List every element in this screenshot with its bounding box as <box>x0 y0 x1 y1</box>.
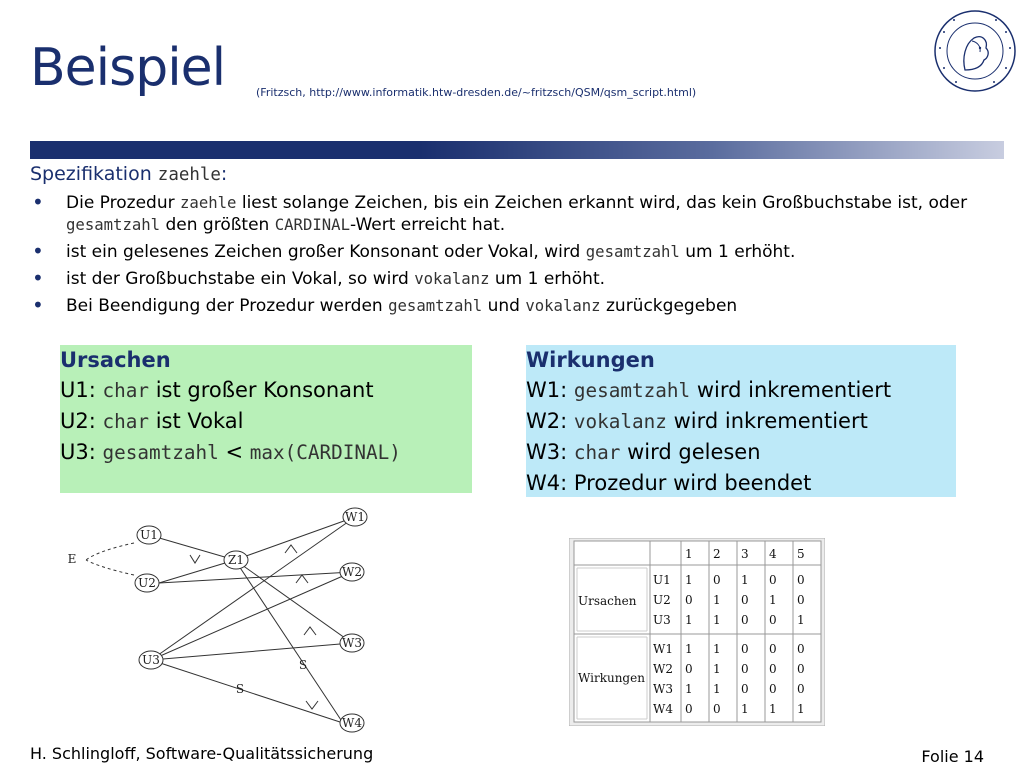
node-label: W1 <box>345 510 365 524</box>
group-label-effects: Wirkungen <box>578 671 645 685</box>
spec-code: zaehle <box>157 165 221 185</box>
table-cell: 0 <box>797 642 805 656</box>
column-header: 1 <box>685 547 693 561</box>
column-header: 5 <box>797 547 805 561</box>
spec-colon: : <box>220 163 228 185</box>
edge-u3-w3 <box>151 643 352 660</box>
group-label-causes: Ursachen <box>578 594 637 608</box>
university-seal-logo <box>932 8 1018 94</box>
effects-box <box>526 345 956 497</box>
table-cell: 0 <box>769 642 777 656</box>
table-cell: 1 <box>685 613 693 627</box>
table-cell: 0 <box>685 702 693 716</box>
table-cell: 0 <box>769 573 777 587</box>
s-label-w4: S <box>235 682 245 696</box>
node-label: U1 <box>140 528 158 542</box>
decision-table <box>569 538 825 726</box>
row-label: W3 <box>653 682 673 696</box>
table-cell: 1 <box>713 642 721 656</box>
column-header: 3 <box>741 547 749 561</box>
edge-z1-w1 <box>235 517 355 560</box>
table-cell: 1 <box>685 573 693 587</box>
edge-z1-w4 <box>235 560 343 723</box>
table-cell: 1 <box>713 613 721 627</box>
or-symbol-w4 <box>306 701 318 709</box>
cause-item: U2: char ist Vokal <box>60 409 244 433</box>
effects-heading: Wirkungen <box>526 348 655 372</box>
cause-item: U3: gesamtzahl < max(CARDINAL) <box>60 440 401 464</box>
node-label: Z1 <box>228 553 244 567</box>
column-header: 2 <box>713 547 721 561</box>
effect-item: W4: Prozedur wird beendet <box>526 471 812 495</box>
edge-u1-z1 <box>149 535 235 560</box>
node-label: U3 <box>142 653 160 667</box>
effect-item: W3: char wird gelesen <box>526 440 761 464</box>
cause-effect-graph <box>60 505 380 740</box>
and-symbol-w2 <box>296 575 308 583</box>
table-cell: 1 <box>741 573 749 587</box>
effect-item: W2: vokalanz wird inkrementiert <box>526 409 868 433</box>
effect-item: W1: gesamtzahl wird inkrementiert <box>526 378 892 402</box>
row-label: W2 <box>653 662 673 676</box>
source-citation: (Fritzsch, http://www.informatik.htw-dresden.de/~fritzsch/QSM/qsm_script.html) <box>256 86 697 99</box>
table-cell: 0 <box>769 662 777 676</box>
table-cell: 1 <box>685 642 693 656</box>
table-cell: 1 <box>713 682 721 696</box>
table-cell: 0 <box>685 593 693 607</box>
table-cell: 0 <box>741 682 749 696</box>
footer-slide-number: Folie 14 <box>921 747 984 766</box>
row-label: W4 <box>653 702 673 716</box>
column-header: 4 <box>769 547 777 561</box>
table-cell: 0 <box>713 573 721 587</box>
bullet-item: • Bei Beendigung der Prozedur werden gesamtzahl und vokalanz zurückgegeben <box>28 295 988 317</box>
causes-heading: Ursachen <box>60 348 171 372</box>
and-symbol-w1 <box>285 545 297 553</box>
bullet-item: • ist ein gelesenes Zeichen großer Konsonant oder Vokal, wird gesamtzahl um 1 erhöht. <box>28 241 988 263</box>
table-cell: 0 <box>741 613 749 627</box>
table-cell: 0 <box>713 702 721 716</box>
table-cell: 1 <box>713 662 721 676</box>
edge-u3-w1 <box>151 517 355 660</box>
table-cell: 0 <box>741 662 749 676</box>
edge-u2-w2 <box>159 572 352 583</box>
table-cell: 0 <box>797 682 805 696</box>
causes-box <box>60 345 472 493</box>
table-cell: 1 <box>741 702 749 716</box>
table-cell: 0 <box>741 642 749 656</box>
table-cell: 1 <box>685 682 693 696</box>
table-cell: 1 <box>797 613 805 627</box>
specification-bullets <box>28 192 988 322</box>
slide-title: Beispiel <box>30 38 226 98</box>
table-cell: 1 <box>797 702 805 716</box>
cause-item: U1: char ist großer Konsonant <box>60 378 374 402</box>
bullet-item: • Die Prozedur zaehle liest solange Zeichen, bis ein Zeichen erkannt wird, das kein Großbuchstabe ist, oder gesamtzahl den größten CARDINAL-Wert erreicht hat. <box>28 192 988 236</box>
node-label: W4 <box>342 716 362 730</box>
exclusive-constraint <box>86 543 134 575</box>
table-cell: 0 <box>797 593 805 607</box>
table-cell: 0 <box>769 613 777 627</box>
table-cell: 1 <box>769 593 777 607</box>
node-label: W2 <box>342 565 362 579</box>
table-cell: 0 <box>797 662 805 676</box>
title-divider-bar <box>30 141 1004 159</box>
table-cell: 1 <box>769 702 777 716</box>
row-label: U2 <box>653 593 671 607</box>
spec-label: Spezifikation <box>30 163 152 185</box>
bullet-item: • ist der Großbuchstabe ein Vokal, so wird vokalanz um 1 erhöht. <box>28 268 988 290</box>
and-symbol-w3 <box>304 627 316 635</box>
table-cell: 0 <box>741 593 749 607</box>
row-label: W1 <box>653 642 673 656</box>
table-cell: 0 <box>685 662 693 676</box>
node-label: U2 <box>138 576 156 590</box>
exclusive-label: E <box>67 552 77 566</box>
specification-heading <box>30 163 227 185</box>
row-label: U3 <box>653 613 671 627</box>
row-label: U1 <box>653 573 671 587</box>
node-label: W3 <box>342 636 362 650</box>
edge-u3-w4 <box>151 660 343 723</box>
table-cell: 1 <box>713 593 721 607</box>
edge-z1-w3 <box>235 560 352 643</box>
table-cell: 0 <box>797 573 805 587</box>
s-label-w3: S <box>298 658 308 672</box>
table-cell: 0 <box>769 682 777 696</box>
footer-author: H. Schlingloff, Software-Qualitätssicherung <box>30 744 374 763</box>
or-symbol <box>190 555 200 563</box>
